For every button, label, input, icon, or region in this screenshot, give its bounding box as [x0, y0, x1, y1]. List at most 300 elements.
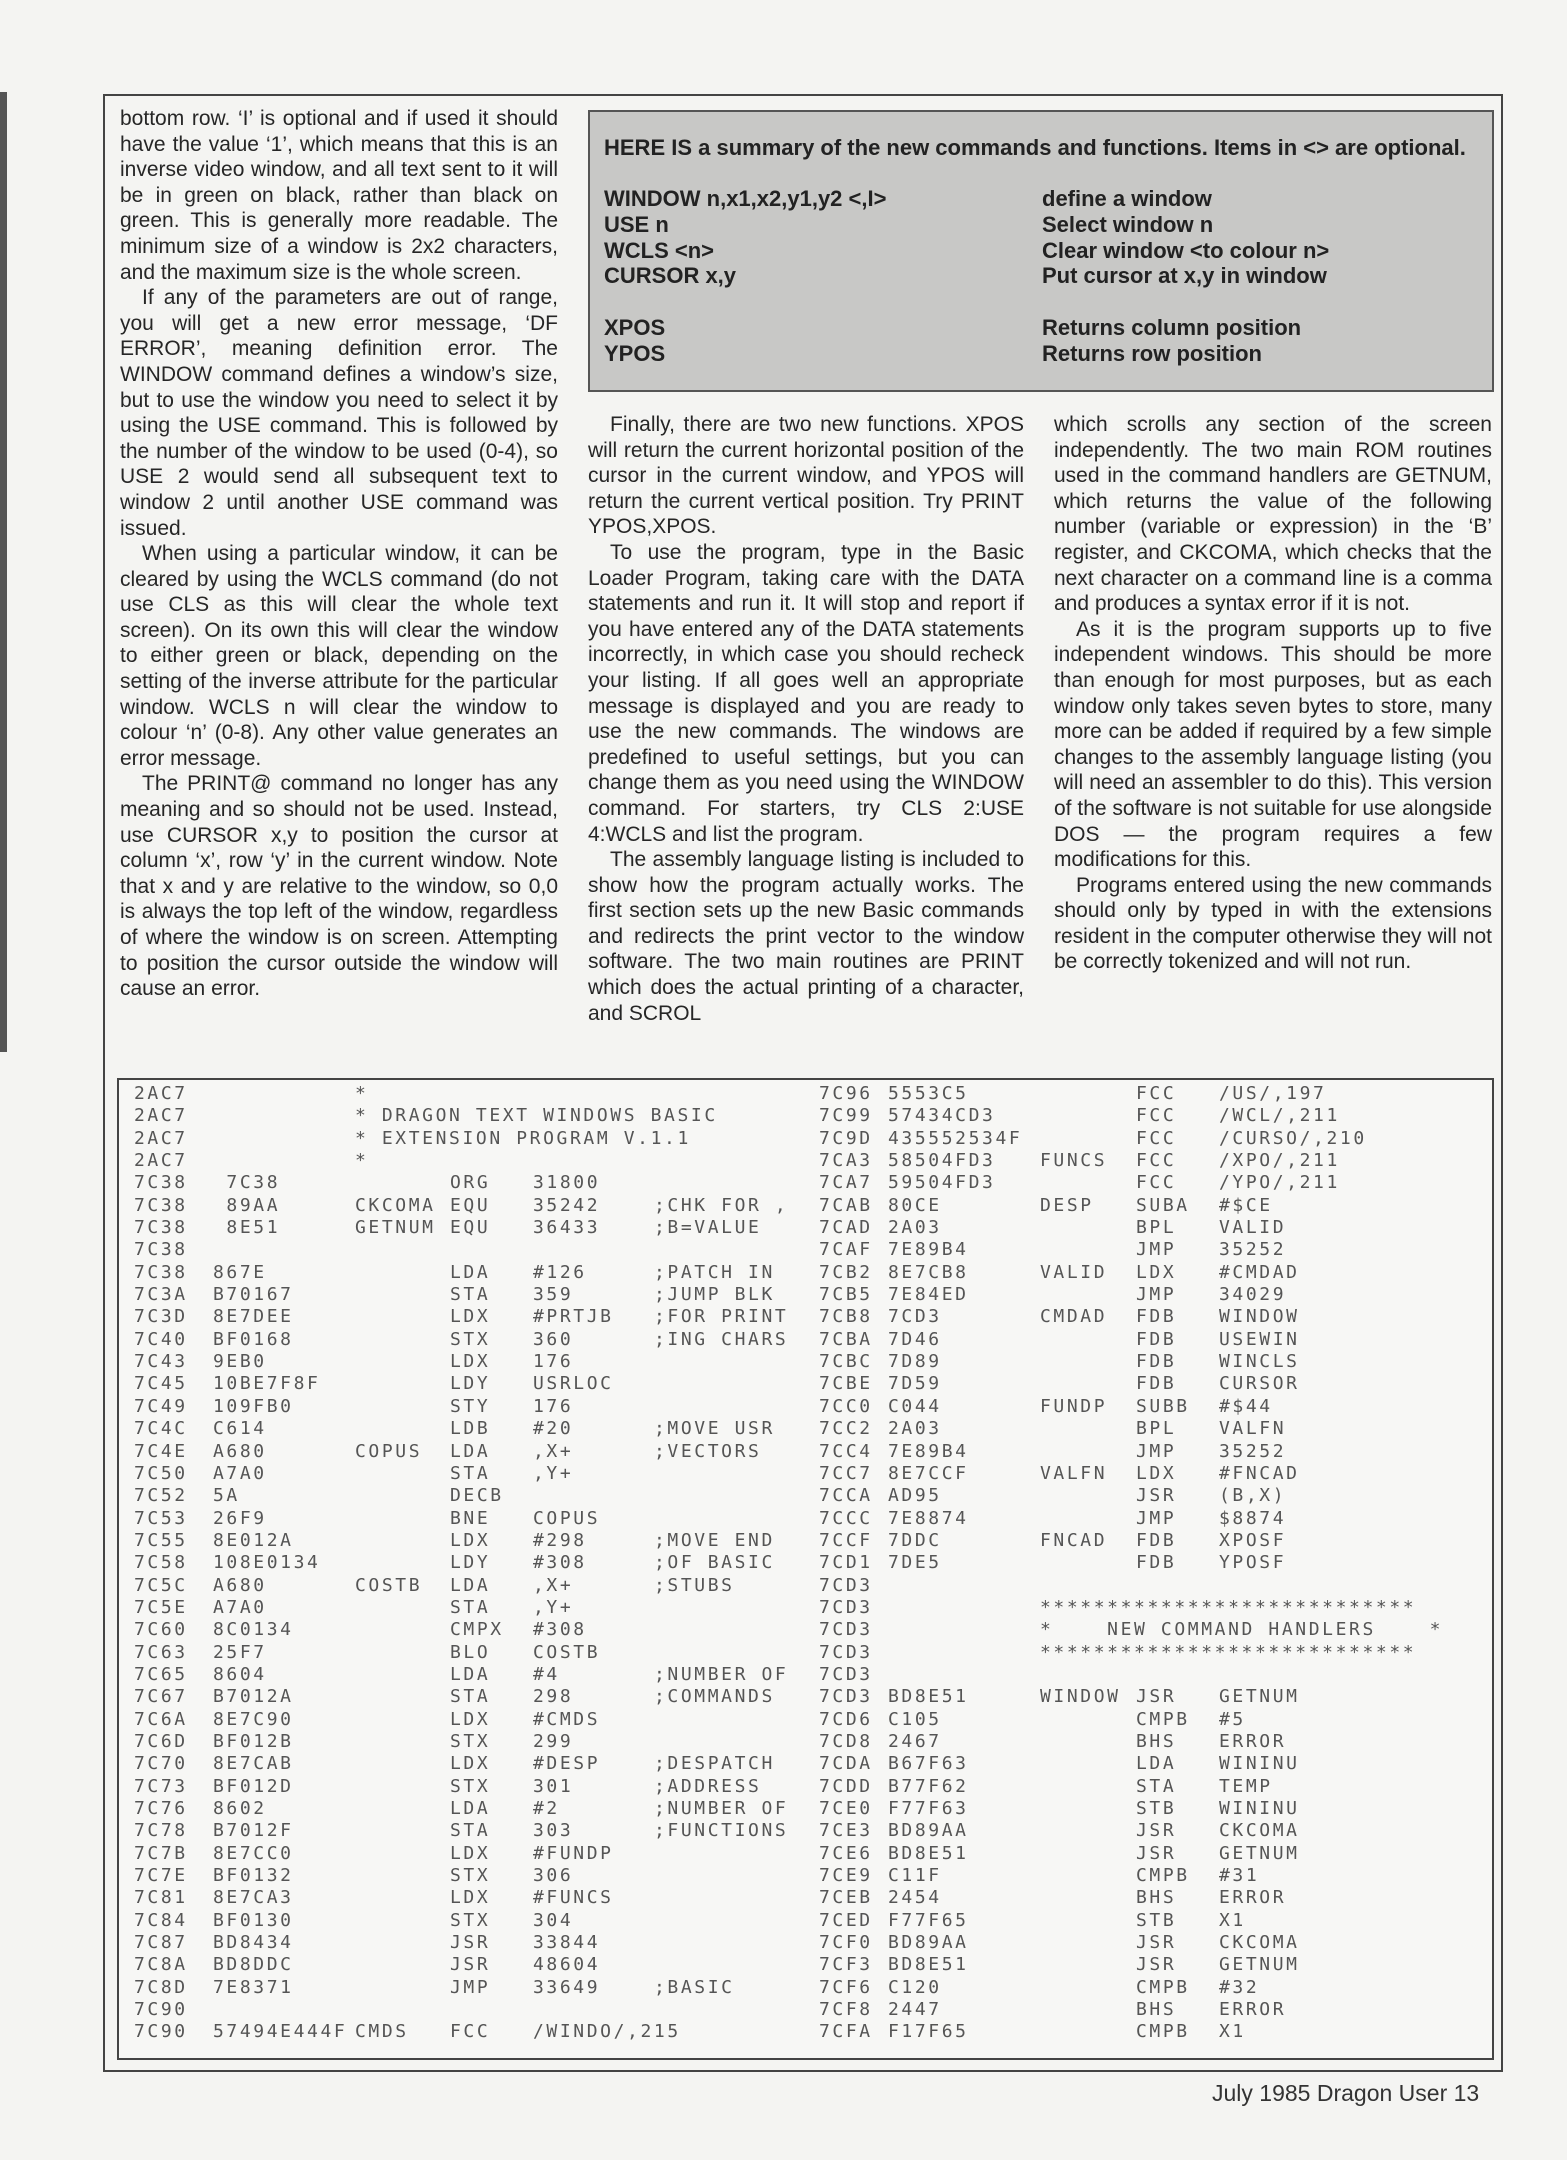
listing-label — [1040, 1798, 1136, 1820]
listing-comment: ;ING CHARS — [654, 1328, 789, 1350]
listing-operand — [533, 1105, 654, 1127]
listing-operand: 303 — [533, 1820, 574, 1842]
listing-line — [134, 1351, 814, 1373]
listing-line — [134, 1262, 814, 1284]
listing-label — [355, 1597, 450, 1619]
listing-line — [819, 1776, 1479, 1798]
summary-command: WCLS <n> — [604, 238, 715, 263]
listing-label — [355, 1820, 450, 1842]
listing-label — [355, 1843, 450, 1865]
listing-label: GETNUM — [355, 1217, 436, 1239]
listing-line — [819, 1753, 1479, 1775]
listing-comment: ;FOR PRINT — [654, 1306, 789, 1328]
listing-label — [355, 1954, 450, 1976]
listing-comment — [654, 1619, 814, 1641]
listing-address: 7CF3 — [819, 1954, 873, 1976]
listing-address: 2AC7 — [134, 1150, 188, 1172]
listing-object-code: 7D46 — [888, 1328, 942, 1350]
listing-label — [355, 1686, 450, 1708]
listing-object-code: A680 — [213, 1574, 267, 1596]
listing-label — [1040, 1932, 1136, 1954]
listing-line — [134, 1306, 814, 1328]
listing-line — [134, 1530, 814, 1552]
listing-label — [1040, 1843, 1136, 1865]
listing-line — [134, 1508, 814, 1530]
listing-comment — [654, 1083, 814, 1105]
listing-opcode: FDB — [1136, 1529, 1177, 1551]
listing-address: 7C38 — [134, 1217, 188, 1239]
listing-operand — [1219, 1597, 1479, 1619]
listing-operand: 176 — [533, 1351, 574, 1373]
listing-address: 7CD6 — [819, 1708, 873, 1730]
listing-label — [355, 1329, 450, 1351]
listing-operand — [1219, 1575, 1479, 1597]
listing-operand: GETNUM — [1219, 1842, 1300, 1864]
listing-comment — [654, 1463, 814, 1485]
listing-opcode: EQU — [450, 1217, 491, 1239]
listing-line — [134, 1597, 814, 1619]
listing-operand: 35252 — [1219, 1440, 1287, 1462]
listing-object-code: 5A — [213, 1485, 240, 1507]
listing-opcode: STY — [450, 1395, 491, 1417]
listing-operand: 35252 — [1219, 1239, 1287, 1261]
listing-opcode: LDA — [450, 1798, 491, 1819]
listing-line — [819, 1686, 1479, 1708]
listing-line — [134, 1373, 814, 1395]
listing-operand: WININU — [1219, 1753, 1300, 1775]
listing-operand: 48604 — [533, 1954, 601, 1976]
summary-command: CURSOR x,y — [604, 263, 737, 288]
listing-operand: 298 — [533, 1686, 574, 1708]
listing-label — [1040, 1351, 1136, 1373]
listing-object-code: 59504FD3 — [888, 1172, 996, 1194]
listing-address: 7C38 — [134, 1261, 188, 1283]
listing-opcode: STA — [450, 1686, 491, 1708]
listing-address: 7CA7 — [819, 1172, 873, 1194]
listing-operand: #31 — [1219, 1865, 1260, 1887]
listing-line — [134, 1954, 814, 1976]
listing-line — [819, 1485, 1479, 1507]
listing-opcode: SUBA — [1136, 1194, 1190, 1216]
listing-address: 7C3A — [134, 1284, 188, 1306]
listing-opcode: FDB — [1136, 1306, 1177, 1328]
listing-line — [134, 1887, 814, 1909]
listing-label — [355, 1776, 450, 1798]
listing-label: WINDOW — [1040, 1686, 1121, 1708]
listing-opcode: CMPB — [1136, 1708, 1190, 1730]
listing-object-code: 108E0134 — [213, 1552, 321, 1574]
listing-opcode: BNE — [450, 1507, 491, 1529]
listing-line — [134, 1329, 814, 1351]
listing-label — [1040, 1865, 1136, 1887]
page-edge-shadow — [0, 92, 7, 1052]
listing-operand: YPOSF — [1219, 1552, 1287, 1574]
listing-opcode: CMPX — [450, 1619, 504, 1641]
listing-label — [355, 1619, 450, 1641]
listing-label — [355, 1530, 450, 1552]
article-column-left — [120, 106, 558, 1002]
listing-operand: VALFN — [1219, 1418, 1287, 1440]
listing-object-code: 7E84ED — [888, 1284, 969, 1306]
listing-line — [134, 1441, 814, 1463]
listing-opcode: BHS — [1136, 1887, 1177, 1909]
listing-address: 7CE6 — [819, 1842, 873, 1864]
listing-object-code: 8E7DEE — [213, 1306, 294, 1328]
listing-comment: ;COMMANDS — [654, 1686, 775, 1708]
listing-address: 7CDD — [819, 1775, 873, 1797]
listing-object-code: BD8434 — [213, 1932, 294, 1954]
listing-object-code: C105 — [888, 1708, 942, 1730]
listing-label — [1040, 1575, 1136, 1597]
listing-line — [819, 1217, 1479, 1239]
listing-operand: #$CE — [1219, 1194, 1273, 1216]
listing-line — [134, 1083, 814, 1105]
paragraph: Programs entered using the new commands should only by typed in with the extensions resident in the computer otherwise they will not be correctly tokenized and will not run. — [1054, 873, 1492, 974]
listing-label: DESP — [1040, 1194, 1094, 1216]
listing-address: 7CE3 — [819, 1820, 873, 1842]
listing-object-code — [888, 1575, 1040, 1597]
listing-object-code: BF0168 — [213, 1328, 294, 1350]
listing-line — [134, 1843, 814, 1865]
listing-operand: WININU — [1219, 1798, 1300, 1819]
listing-opcode: STX — [450, 1909, 491, 1931]
listing-line — [819, 1083, 1479, 1105]
listing-line — [134, 1396, 814, 1418]
listing-label — [355, 1172, 450, 1194]
listing-line — [134, 1172, 814, 1194]
listing-operand: #32 — [1219, 1976, 1260, 1998]
listing-operand: /WINDO/,215 — [533, 2021, 681, 2043]
listing-operand: #CMDS — [533, 1708, 601, 1730]
listing-address: 7CA3 — [819, 1150, 873, 1172]
listing-line — [134, 1664, 814, 1686]
listing-line — [819, 1463, 1479, 1485]
listing-operand: #DESP — [533, 1753, 601, 1775]
listing-label: FUNDP — [1040, 1395, 1108, 1417]
listing-label — [355, 1999, 450, 2021]
listing-label: **************************** — [1040, 1641, 1417, 1663]
listing-label — [355, 1731, 450, 1753]
paragraph: As it is the program supports up to five independent windows. This should be more than enough for most purposes, but as each window only takes seven bytes to store, many more can be added if required by a few simple changes to the assembly language listing (you will need an assembler to do this). This version of the software is not suitable for use alongside DOS — the program requires a few modifications for this. — [1054, 617, 1492, 872]
listing-line — [819, 1552, 1479, 1574]
listing-line — [819, 1172, 1479, 1194]
listing-opcode: STB — [1136, 1798, 1177, 1819]
listing-opcode: FCC — [1136, 1150, 1177, 1172]
listing-address: 7C5E — [134, 1596, 188, 1618]
listing-opcode: JMP — [1136, 1239, 1177, 1261]
listing-opcode: JMP — [450, 1976, 491, 1998]
listing-opcode: FCC — [450, 2021, 491, 2043]
listing-opcode: JSR — [1136, 1842, 1177, 1864]
listing-label: FNCAD — [1040, 1529, 1108, 1551]
listing-label: CMDAD — [1040, 1306, 1108, 1328]
listing-comment: ;MOVE END — [654, 1529, 775, 1551]
listing-line — [819, 1999, 1479, 2021]
listing-address: 7CC7 — [819, 1462, 873, 1484]
listing-opcode: FCC — [1136, 1127, 1177, 1149]
listing-comment: ;NUMBER OF — [654, 1663, 789, 1685]
listing-address: 7CD1 — [819, 1552, 873, 1574]
listing-label — [1040, 1284, 1136, 1306]
listing-comment — [654, 1910, 814, 1932]
listing-address: 7CCF — [819, 1529, 873, 1551]
listing-address: 7CC0 — [819, 1395, 873, 1417]
listing-address: 7C65 — [134, 1663, 188, 1685]
listing-comment: ;JUMP BLK — [654, 1284, 775, 1306]
listing-object-code: A7A0 — [213, 1462, 267, 1484]
listing-operand: /US/,197 — [1219, 1083, 1327, 1104]
listing-comment: ;FUNCTIONS — [654, 1820, 789, 1842]
listing-operand: GETNUM — [1219, 1686, 1300, 1708]
listing-address: 7CF8 — [819, 1999, 873, 2021]
listing-opcode: DECB — [450, 1485, 504, 1507]
paragraph: The PRINT@ command no longer has any meaning and so should not be used. Instead, use CURSOR x,y to position the cursor at column ‘x’, row ‘y’ in the current window. Note that x and y are relative to the window, so 0,0 is always the top left of the window, regardless of where the window is on screen. Attempting to position the cursor outside the window will cause an error. — [120, 772, 558, 1001]
listing-address: 7C90 — [134, 2021, 188, 2043]
listing-address: 7C9D — [819, 1127, 873, 1149]
listing-object-code: BD8E51 — [888, 1954, 969, 1976]
listing-line — [819, 1441, 1479, 1463]
listing-line — [819, 1887, 1479, 1909]
listing-object-code: B70167 — [213, 1284, 294, 1306]
listing-address: 7C70 — [134, 1753, 188, 1775]
listing-address: 7C53 — [134, 1507, 188, 1529]
listing-label — [355, 1753, 450, 1775]
listing-operand: COSTB — [533, 1641, 601, 1663]
listing-label — [1040, 1128, 1136, 1150]
listing-opcode: FDB — [1136, 1328, 1177, 1350]
listing-line — [134, 2021, 814, 2043]
listing-operand: ERROR — [1219, 1999, 1287, 2021]
listing-object-code: BF012D — [213, 1775, 294, 1797]
listing-line — [134, 1284, 814, 1306]
listing-address: 7C96 — [819, 1083, 873, 1104]
listing-operand: 304 — [533, 1909, 574, 1931]
listing-address: 7CD8 — [819, 1730, 873, 1752]
listing-address: 7C67 — [134, 1686, 188, 1708]
listing-opcode: LDX — [450, 1351, 491, 1373]
listing-operand: #CMDAD — [1219, 1261, 1300, 1283]
listing-operand: #FNCAD — [1219, 1462, 1300, 1484]
listing-label — [1040, 1887, 1136, 1909]
listing-label: FUNCS — [1040, 1150, 1108, 1172]
listing-opcode: JSR — [450, 1954, 491, 1976]
listing-object-code: 5553C5 — [888, 1083, 969, 1104]
listing-opcode: STB — [1136, 1909, 1177, 1931]
listing-address: 7CB8 — [819, 1306, 873, 1328]
listing-comment — [654, 1865, 814, 1887]
listing-line — [819, 1530, 1479, 1552]
listing-operand: 306 — [533, 1865, 574, 1887]
listing-opcode — [450, 1128, 533, 1150]
listing-comment: ;MOVE USR — [654, 1418, 775, 1440]
listing-line — [134, 1552, 814, 1574]
listing-address: 7CDA — [819, 1753, 873, 1775]
listing-opcode — [1136, 1597, 1219, 1619]
listing-comment — [654, 1351, 814, 1373]
paragraph: To use the program, type in the Basic Loader Program, taking care with the DATA statements and run it. It will stop and report if you have entered any of the DATA statements incorrectly, in which case you should recheck your listing. If all goes well an appropriate message is displayed and you are ready to use the new commands. The windows are predefined to useful settings, but you can change them as you need using the WINDOW command. For starters, try CLS 2:USE 4:WCLS and list the program. — [588, 540, 1024, 846]
listing-comment — [654, 1508, 814, 1530]
listing-address: 7C76 — [134, 1798, 188, 1819]
listing-operand — [533, 1239, 654, 1261]
listing-label — [355, 1508, 450, 1530]
listing-address: 7C38 — [134, 1239, 188, 1261]
listing-address: 2AC7 — [134, 1083, 188, 1104]
listing-comment: ;BASIC — [654, 1976, 735, 1998]
listing-object-code — [213, 1128, 355, 1150]
listing-object-code: 80CE — [888, 1194, 942, 1216]
listing-operand: CKCOMA — [1219, 1820, 1300, 1842]
listing-opcode — [450, 1083, 533, 1105]
listing-object-code: 8E7C90 — [213, 1708, 294, 1730]
listing-opcode: STX — [450, 1730, 491, 1752]
listing-address: 7C50 — [134, 1462, 188, 1484]
listing-line — [134, 1999, 814, 2021]
listing-object-code: 58504FD3 — [888, 1150, 996, 1172]
listing-address: 7CB5 — [819, 1284, 873, 1306]
listing-opcode: FDB — [1136, 1552, 1177, 1574]
listing-label: COSTB — [355, 1574, 423, 1596]
listing-object-code: BF0130 — [213, 1909, 294, 1931]
listing-label — [1040, 1999, 1136, 2021]
summary-description: Returns column position — [1042, 315, 1302, 340]
listing-address: 7CC2 — [819, 1418, 873, 1440]
listing-label — [1040, 1373, 1136, 1395]
listing-label — [355, 1239, 450, 1261]
listing-operand: X1 — [1219, 2021, 1246, 2043]
listing-label — [1040, 1217, 1136, 1239]
listing-label — [355, 1887, 450, 1909]
listing-address: 7CF0 — [819, 1932, 873, 1954]
listing-opcode: LDA — [450, 1440, 491, 1462]
listing-opcode — [1136, 1664, 1219, 1686]
listing-operand: /CURSO/,210 — [1219, 1127, 1367, 1149]
listing-line — [134, 1686, 814, 1708]
listing-line — [134, 1150, 814, 1172]
listing-operand: #308 — [533, 1552, 587, 1574]
listing-object-code: AD95 — [888, 1485, 942, 1507]
listing-operand: $8874 — [1219, 1507, 1287, 1529]
listing-address: 2AC7 — [134, 1127, 188, 1149]
listing-object-code: 7D89 — [888, 1351, 942, 1373]
listing-label — [1040, 1820, 1136, 1842]
listing-label — [355, 1284, 450, 1306]
listing-line — [819, 1329, 1479, 1351]
listing-opcode: STA — [1136, 1775, 1177, 1797]
listing-line — [134, 1195, 814, 1217]
listing-operand: #298 — [533, 1529, 587, 1551]
listing-address: 7C8D — [134, 1976, 188, 1998]
listing-object-code: 9EB0 — [213, 1351, 267, 1373]
listing-operand — [1219, 1642, 1479, 1664]
listing-address: 7CBE — [819, 1373, 873, 1395]
listing-operand — [1219, 1619, 1479, 1641]
listing-line — [819, 1396, 1479, 1418]
listing-opcode: JSR — [450, 1932, 491, 1954]
listing-address: 7CD3 — [819, 1574, 873, 1596]
listing-address: 7CCA — [819, 1485, 873, 1507]
listing-label — [1040, 1753, 1136, 1775]
listing-address: 7C73 — [134, 1775, 188, 1797]
listing-opcode: LDX — [450, 1529, 491, 1551]
listing-opcode: JSR — [1136, 1485, 1177, 1507]
listing-line — [819, 1150, 1479, 1172]
listing-object-code: 25F7 — [213, 1641, 267, 1663]
listing-object-code: 2454 — [888, 1887, 942, 1909]
listing-line — [134, 1865, 814, 1887]
listing-object-code: B7012F — [213, 1820, 294, 1842]
listing-operand: 301 — [533, 1775, 574, 1797]
listing-line — [819, 1820, 1479, 1842]
listing-label — [1040, 2021, 1136, 2043]
listing-comment — [654, 1731, 814, 1753]
listing-label — [1040, 1709, 1136, 1731]
listing-opcode: EQU — [450, 1194, 491, 1216]
listing-label — [355, 1709, 450, 1731]
listing-opcode: JMP — [1136, 1507, 1177, 1529]
listing-operand: 33844 — [533, 1932, 601, 1954]
listing-label — [355, 1485, 450, 1507]
listing-object-code: 2A03 — [888, 1418, 942, 1440]
summary-command: WINDOW n,x1,x2,y1,y2 <,I> — [604, 186, 887, 211]
listing-opcode: LDX — [450, 1887, 491, 1909]
article-column-middle — [588, 412, 1024, 1026]
listing-object-code: A680 — [213, 1440, 267, 1462]
listing-object-code: 8E51 — [213, 1217, 281, 1239]
listing-address: 7C5C — [134, 1574, 188, 1596]
listing-line — [819, 1910, 1479, 1932]
listing-comment: ;VECTORS — [654, 1440, 762, 1462]
listing-object-code: 2A03 — [888, 1217, 942, 1239]
listing-object-code: F17F65 — [888, 2021, 969, 2043]
listing-comment — [654, 1954, 814, 1976]
listing-object-code — [213, 1239, 355, 1261]
listing-opcode: STA — [450, 1596, 491, 1618]
summary-description: Returns row position — [1042, 341, 1262, 366]
listing-opcode — [450, 1239, 533, 1261]
listing-label — [355, 1977, 450, 1999]
listing-address: 7C8A — [134, 1954, 188, 1976]
listing-address: 7CC4 — [819, 1440, 873, 1462]
listing-label — [1040, 1418, 1136, 1440]
listing-label — [355, 1262, 450, 1284]
listing-line — [819, 1798, 1479, 1820]
listing-line — [819, 1284, 1479, 1306]
listing-line — [819, 1105, 1479, 1127]
listing-label — [1040, 1977, 1136, 1999]
listing-operand: ,Y+ — [533, 1596, 574, 1618]
listing-object-code — [888, 1597, 1040, 1619]
listing-label — [355, 1642, 450, 1664]
listing-line — [819, 1262, 1479, 1284]
article-column-right — [1054, 412, 1492, 975]
listing-operand: 36433 — [533, 1217, 601, 1239]
listing-line — [134, 1105, 814, 1127]
listing-comment — [654, 1485, 814, 1507]
paragraph: If any of the parameters are out of range, you will get a new error message, ‘DF ERROR’, meaning definition error. The WINDOW command defines a window’s size, but to use the window you need to select it by using the USE command. This is followed by the number of the window to be used (0-4), so USE 2 would send all subsequent text to window 2 until another USE command was issued. — [120, 286, 558, 540]
listing-line — [134, 1128, 814, 1150]
listing-label — [355, 1351, 450, 1373]
listing-line — [819, 1418, 1479, 1440]
page-footer: July 1985 Dragon User 13 — [1212, 2080, 1480, 2106]
listing-operand: 34029 — [1219, 1284, 1287, 1306]
listing-operand: /XPO/,211 — [1219, 1150, 1340, 1172]
listing-object-code: 435552534F — [888, 1127, 1023, 1149]
listing-opcode: ORG — [450, 1172, 491, 1194]
listing-object-code: 10BE7F8F — [213, 1373, 321, 1395]
listing-object-code: 8602 — [213, 1798, 267, 1819]
listing-opcode: LDA — [450, 1261, 491, 1283]
listing-opcode: LDB — [450, 1418, 491, 1440]
